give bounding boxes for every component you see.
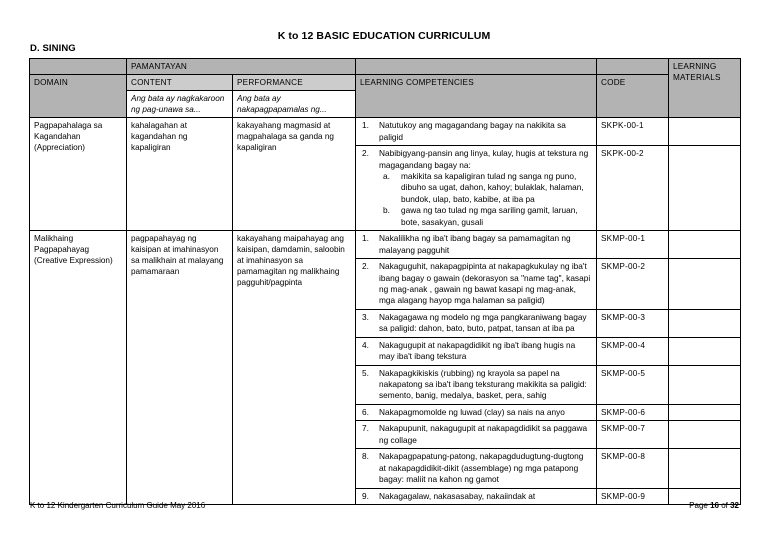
competency-item: 1. Nakalilikha ng iba't ibang bagay sa pamamagitan ng malayang pagguhit: [362, 233, 571, 255]
learning-materials-cell: [669, 309, 741, 337]
learning-materials-cell: [669, 421, 741, 449]
code-cell: SKMP-00-5: [597, 365, 669, 404]
competency-list: [360, 120, 592, 143]
header-content-description: Ang bata ay nagkakaroon ng pag-unawa sa...: [127, 91, 233, 118]
domain-cell: Malikhaing Pagpapahayag (Creative Expression): [30, 231, 127, 505]
code-cell: SKMP-00-6: [597, 404, 669, 420]
competency-number: 1.: [362, 233, 369, 244]
learning-competency-cell: [356, 449, 597, 488]
competency-item: 1. Natutukoy ang magagandang bagay na nakikita sa paligid: [362, 120, 566, 142]
learning-competency-cell: [356, 421, 597, 449]
competency-sublist: [379, 171, 592, 228]
header-competencies-blank: [356, 59, 597, 75]
competency-item: 9. Nakagagalaw, nakasasabay, nakaiindak at: [362, 490, 536, 501]
header-domain: DOMAIN: [30, 75, 127, 118]
header-content: CONTENT: [127, 75, 233, 91]
learning-materials-cell: [669, 337, 741, 365]
learning-competency-cell: [356, 488, 597, 504]
header-performance: PERFORMANCE: [233, 75, 356, 91]
code-cell: SKPK-00-1: [597, 118, 669, 146]
learning-materials-cell: [669, 118, 741, 146]
footer-page-prefix: Page: [689, 501, 711, 510]
code-cell: SKMP-00-1: [597, 231, 669, 259]
header-domain-blank: [30, 59, 127, 75]
competency-number: 1.: [362, 120, 369, 131]
content-standard-cell: kahalagahan at kagandahan ng kapaligiran: [127, 118, 233, 231]
learning-competency-cell: [356, 309, 597, 337]
footer-page-number: 16: [710, 501, 719, 510]
header-pamantayan: PAMANTAYAN: [127, 59, 356, 75]
learning-materials-cell: [669, 259, 741, 310]
competency-list: [360, 233, 592, 256]
competency-list: [360, 491, 592, 502]
competency-list: [360, 148, 592, 228]
competency-number: 5.: [362, 367, 369, 378]
competency-number: 2.: [362, 261, 369, 272]
table-header-row-1: [30, 59, 741, 75]
learning-materials-cell: [669, 404, 741, 420]
competency-subitem: a. makikita sa kapaligiran tulad ng sanga ng puno, dibuho sa ugat, dahon, kahoy; bulaklak, halaman, bundok, ulap, bato, kabibe, at iba pa: [383, 171, 584, 204]
competency-item: 4. Nakagugupit at nakapagdidikit ng iba't ibang hugis na may iba't ibang tekstura: [362, 339, 576, 362]
competency-subitem-letter: b.: [383, 205, 390, 216]
header-code-blank: [597, 59, 669, 75]
competency-subitem: b. gawa ng tao tulad ng mga sariling gamit, laruan, bote, sasakyan, gusali: [383, 205, 578, 227]
competency-list: [360, 423, 592, 446]
code-cell: SKMP-00-2: [597, 259, 669, 310]
domain-cell: Pagpapahalaga sa Kagandahan (Appreciation): [30, 118, 127, 231]
competency-item: 7. Nakapupunit, nakagugupit at nakapagdidikit sa paggawa ng collage: [362, 423, 588, 445]
competency-item: 2. Nakaguguhit, nakapagpipinta at nakapagkukulay ng iba't ibang bagay o gawain (dekorasyon sa "name tag", kasapi ng mag-anak , gawain ng bawat kasapi ng mag-anak, mga alagang hayop mga halaman sa paligid): [362, 261, 591, 306]
competency-list: [360, 368, 592, 402]
footer-guide-label: K to 12 Kindergarten Curriculum Guide May 2016: [30, 501, 206, 510]
code-cell: SKMP-00-3: [597, 309, 669, 337]
performance-standard-cell: kakayahang maipahayag ang kaisipan, damdamin, saloobin at imahinasyon sa pamamagitan ng malikhaing pagguhit/pagpinta: [233, 231, 356, 505]
learning-competency-cell: [356, 118, 597, 146]
competency-list: [360, 261, 592, 307]
curriculum-table-container: [29, 58, 740, 505]
competency-item: 6. Nakapagmomolde ng luwad (clay) sa nais na anyo: [362, 406, 565, 417]
code-cell: SKMP-00-8: [597, 449, 669, 488]
section-heading: D. SINING: [30, 43, 76, 54]
competency-number: 8.: [362, 451, 369, 462]
learning-competency-cell: [356, 259, 597, 310]
footer-page-indicator: [689, 501, 739, 510]
competency-item: 2. Nabibigyang-pansin ang linya, kulay, hugis at tekstura ng magagandang bagay na: a. makikita sa kapaligiran tulad ng sanga ng puno, dibuho sa ugat, dahon, kahoy; bulaklak, halaman, bundok, ulap, bato, kabibe, at iba pa b. gawa ng tao tulad ng mga sariling gamit, laruan, bote, sasakyan, gusali: [360, 148, 592, 228]
learning-materials-cell: [669, 146, 741, 231]
curriculum-table: [29, 58, 741, 505]
content-standard-cell: pagpapahayag ng kaisipan at imahinasyon sa malikhain at malayang pamamaraan: [127, 231, 233, 505]
learning-competency-cell: [356, 231, 597, 259]
competency-list: [360, 340, 592, 363]
learning-materials-cell: [669, 449, 741, 488]
learning-competency-cell: [356, 404, 597, 420]
competency-list: [360, 312, 592, 335]
footer-page-of: of: [718, 501, 731, 510]
competency-number: 7.: [362, 423, 369, 434]
competency-number: 2.: [362, 148, 369, 159]
code-cell: SKMP-00-7: [597, 421, 669, 449]
code-cell: SKMP-00-9: [597, 488, 669, 504]
learning-competency-cell: [356, 337, 597, 365]
learning-competency-cell: [356, 365, 597, 404]
footer-page-total: 32: [730, 501, 739, 510]
learning-competency-cell: [356, 146, 597, 231]
competency-number: 4.: [362, 339, 369, 350]
competency-subitem-letter: a.: [383, 171, 390, 181]
code-cell: SKMP-00-4: [597, 337, 669, 365]
competency-number: 3.: [362, 311, 369, 322]
code-cell: SKPK-00-2: [597, 146, 669, 231]
document-title: K to 12 BASIC EDUCATION CURRICULUM: [277, 30, 491, 42]
competency-item: 3. Nakagagawa ng modelo ng mga pangkaraniwang bagay sa paligid: dahon, bato, buto, patpat, tansan at iba pa: [362, 311, 587, 334]
competency-number: 6.: [362, 406, 369, 417]
header-performance-description: Ang bata ay nakapagpapamalas ng...: [233, 91, 356, 118]
header-learning-competencies: LEARNING COMPETENCIES: [356, 75, 597, 118]
learning-materials-cell: [669, 231, 741, 259]
competency-number: 9.: [362, 490, 369, 501]
performance-standard-cell: kakayahang magmasid at magpahalaga sa ganda ng kapaligiran: [233, 118, 356, 231]
table-row: [30, 231, 741, 259]
header-code: CODE: [597, 75, 669, 118]
competency-list: [360, 451, 592, 485]
competency-item: 5. Nakapagkikiskis (rubbing) ng krayola sa papel na nakapatong sa iba't ibang teksturang makikita sa paligid: semento, banig, medalya, basket, pera, sahig: [362, 367, 587, 401]
learning-materials-cell: [669, 365, 741, 404]
table-header-row-2: [30, 75, 741, 91]
table-row: [30, 118, 741, 146]
competency-list: [360, 407, 592, 418]
header-learning-materials: LEARNING MATERIALS: [669, 59, 741, 118]
competency-item: 8. Nakapagpapatung-patong, nakapagdudugtung-dugtong at nakapagdidikit-dikit (assemblage) ng mga patapong bagay: maliit na kahon ng gamot: [362, 451, 584, 485]
